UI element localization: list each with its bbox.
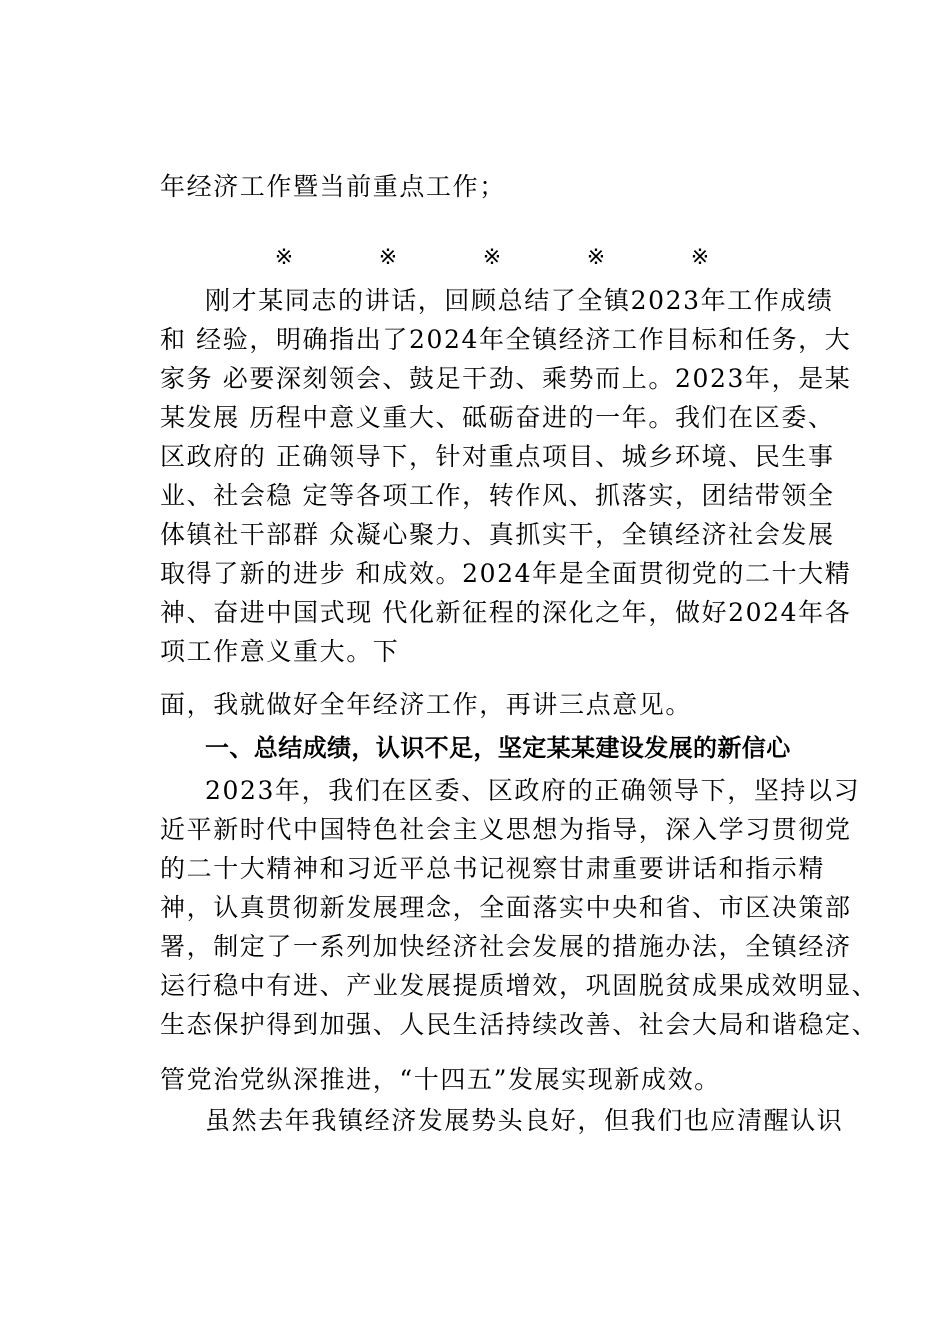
paragraph2-line: 2023年，我们在区委、区政府的正确领导下，坚持以习 xyxy=(205,776,861,805)
paragraph1-line: 刚才某同志的讲话，回顾总结了全镇2023年工作成绩 xyxy=(205,286,834,315)
separator-mark: ※ xyxy=(482,245,502,270)
paragraph2-line: 近平新时代中国特色社会主义思想为指导，深入学习贯彻党 xyxy=(160,815,852,844)
paragraph2-line: 运行稳中有进、产业发展提质增效，巩固脱贫成果成效明显、 xyxy=(160,971,879,1000)
paragraph1-line: 体镇社干部群 众凝心聚力、真抓实干，全镇经济社会发展 xyxy=(160,520,835,549)
paragraph2-line: 署，制定了一系列加快经济社会发展的措施办法，全镇经济 xyxy=(160,932,852,961)
section-heading: 一、总结成绩，认识不足，坚定某某建设发展的新信心 xyxy=(205,734,791,762)
paragraph2-line: 管党治党纵深推进，“十四五”发展实现新成效。 xyxy=(160,1065,721,1094)
paragraph1-line: 取得了新的进步 和成效。2024年是全面贯彻党的二十大精 xyxy=(160,559,852,588)
paragraph1-tail: 面，我就做好全年经济工作，再讲三点意见。 xyxy=(160,690,693,719)
paragraph1-line: 家务 必要深刻领会、鼓足干劲、乘势而上。2023年，是某 xyxy=(160,364,852,393)
paragraph1-line: 和 经验，明确指出了2024年全镇经济工作目标和任务，大 xyxy=(160,325,852,354)
paragraph2-line: 生态保护得到加强、人民生活持续改善、社会大局和谐稳定、 xyxy=(160,1010,879,1039)
paragraph1-line: 区政府的 正确领导下，针对重点项目、城乡环境、民生事 xyxy=(160,442,835,471)
paragraph1-line: 项工作意义重大。下 xyxy=(160,637,400,666)
paragraph2-line: 的二十大精神和习近平总书记视察甘肃重要讲话和指示精 xyxy=(160,854,826,883)
intro-line: 年经济工作暨当前重点工作； xyxy=(160,172,506,201)
separator-mark: ※ xyxy=(586,245,606,270)
section-separator xyxy=(272,244,712,272)
paragraph3-line: 虽然去年我镇经济发展势头良好，但我们也应清醒认识 xyxy=(205,1106,844,1135)
paragraph1-line: 神、奋进中国式现 代化新征程的深化之年，做好2024年各 xyxy=(160,598,852,627)
separator-mark: ※ xyxy=(274,245,294,270)
paragraph1-line: 业、社会稳 定等各项工作，转作风、抓落实，团结带领全 xyxy=(160,481,835,510)
paragraph2-line: 神，认真贯彻新发展理念，全面落实中央和省、市区决策部 xyxy=(160,893,852,922)
separator-mark: ※ xyxy=(378,245,398,270)
separator-mark: ※ xyxy=(690,245,710,270)
paragraph1-line: 某发展 历程中意义重大、砥砺奋进的一年。我们在区委、 xyxy=(160,403,835,432)
